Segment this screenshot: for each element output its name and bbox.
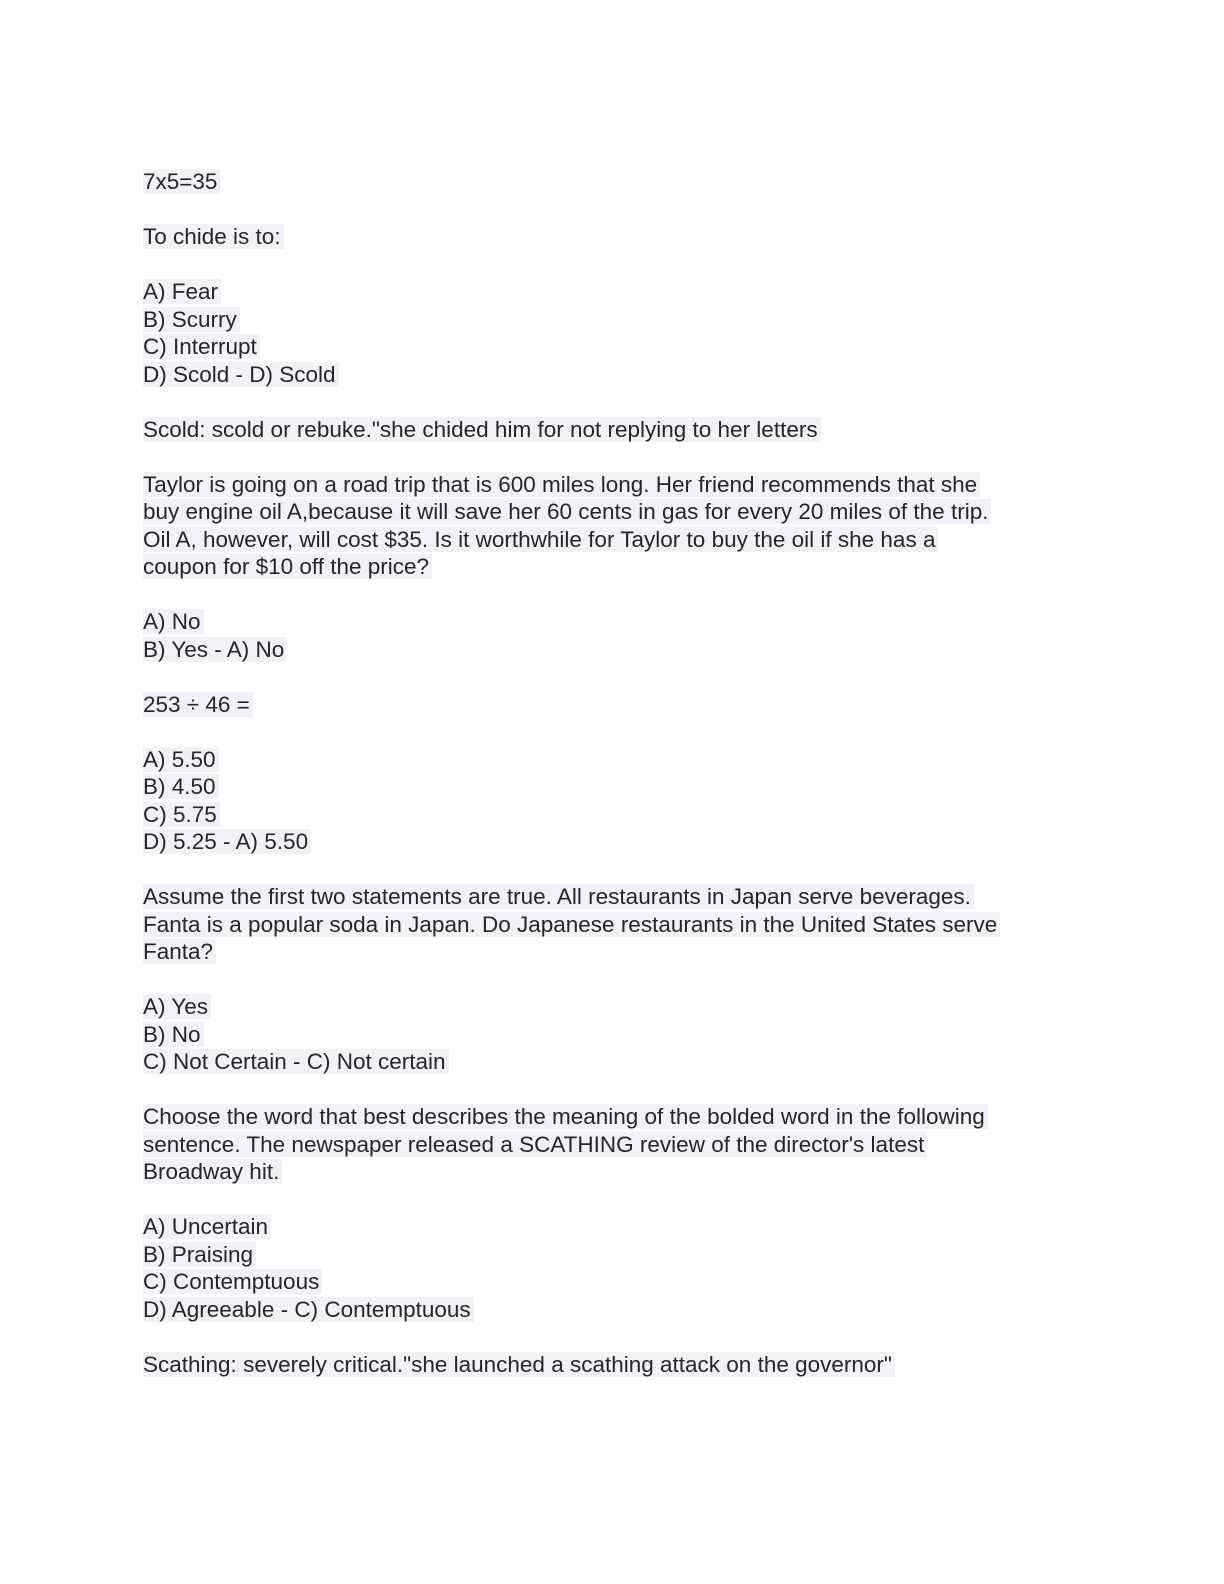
- option-line: B) No: [143, 1022, 204, 1047]
- option-line: A) Uncertain: [143, 1214, 271, 1239]
- document-page: [143, 168, 1063, 1406]
- text-line: Choose the word that best describes the meaning of the bolded word in the following: [143, 1104, 988, 1129]
- options-scathing: [143, 1213, 1063, 1323]
- text-line: To chide is to:: [143, 224, 284, 249]
- options-division: [143, 746, 1063, 856]
- text-line: Assume the first two statements are true. All restaurants in Japan serve beverages.: [143, 884, 974, 909]
- option-line: B) Yes - A) No: [143, 637, 287, 662]
- option-line: D) Agreeable - C) Contemptuous: [143, 1297, 474, 1322]
- option-line: C) Contemptuous: [143, 1269, 322, 1294]
- definition-scathing: [143, 1351, 1063, 1379]
- text-line: Scold: scold or rebuke."she chided him for not replying to her letters: [143, 417, 821, 442]
- text-line: 253 ÷ 46 =: [143, 692, 253, 717]
- option-line: A) Yes: [143, 994, 211, 1019]
- question-japan: [143, 883, 1063, 966]
- option-line: A) 5.50: [143, 747, 219, 772]
- option-line: B) 4.50: [143, 774, 219, 799]
- option-line: A) Fear: [143, 279, 221, 304]
- option-line: B) Praising: [143, 1242, 256, 1267]
- text-line: 7x5=35: [143, 169, 220, 194]
- text-line: Broadway hit.: [143, 1159, 282, 1184]
- option-line: C) Interrupt: [143, 334, 260, 359]
- text-line: Taylor is going on a road trip that is 600 miles long. Her friend recommends that she: [143, 472, 980, 497]
- question-scathing: [143, 1103, 1063, 1186]
- option-line: D) 5.25 - A) 5.50: [143, 829, 311, 854]
- question-chide: [143, 223, 1063, 251]
- options-japan: [143, 993, 1063, 1076]
- text-line: Scathing: severely critical."she launched a scathing attack on the governor": [143, 1352, 895, 1377]
- options-chide: [143, 278, 1063, 388]
- options-road-trip: [143, 608, 1063, 663]
- option-line: C) 5.75: [143, 802, 220, 827]
- option-line: C) Not Certain - C) Not certain: [143, 1049, 449, 1074]
- question-division: [143, 691, 1063, 719]
- text-line: sentence. The newspaper released a SCATHING review of the director's latest: [143, 1132, 927, 1157]
- option-line: A) No: [143, 609, 204, 634]
- option-line: B) Scurry: [143, 307, 240, 332]
- text-block-math-answer: [143, 168, 1063, 196]
- text-line: Fanta is a popular soda in Japan. Do Japanese restaurants in the United States serve: [143, 912, 1000, 937]
- definition-scold: [143, 416, 1063, 444]
- text-line: buy engine oil A,because it will save her 60 cents in gas for every 20 miles of the trip.: [143, 499, 991, 524]
- question-road-trip: [143, 471, 1063, 581]
- text-line: Oil A, however, will cost $35. Is it worthwhile for Taylor to buy the oil if she has a: [143, 527, 938, 552]
- text-line: coupon for $10 off the price?: [143, 554, 432, 579]
- text-line: Fanta?: [143, 939, 216, 964]
- option-line: D) Scold - D) Scold: [143, 362, 339, 387]
